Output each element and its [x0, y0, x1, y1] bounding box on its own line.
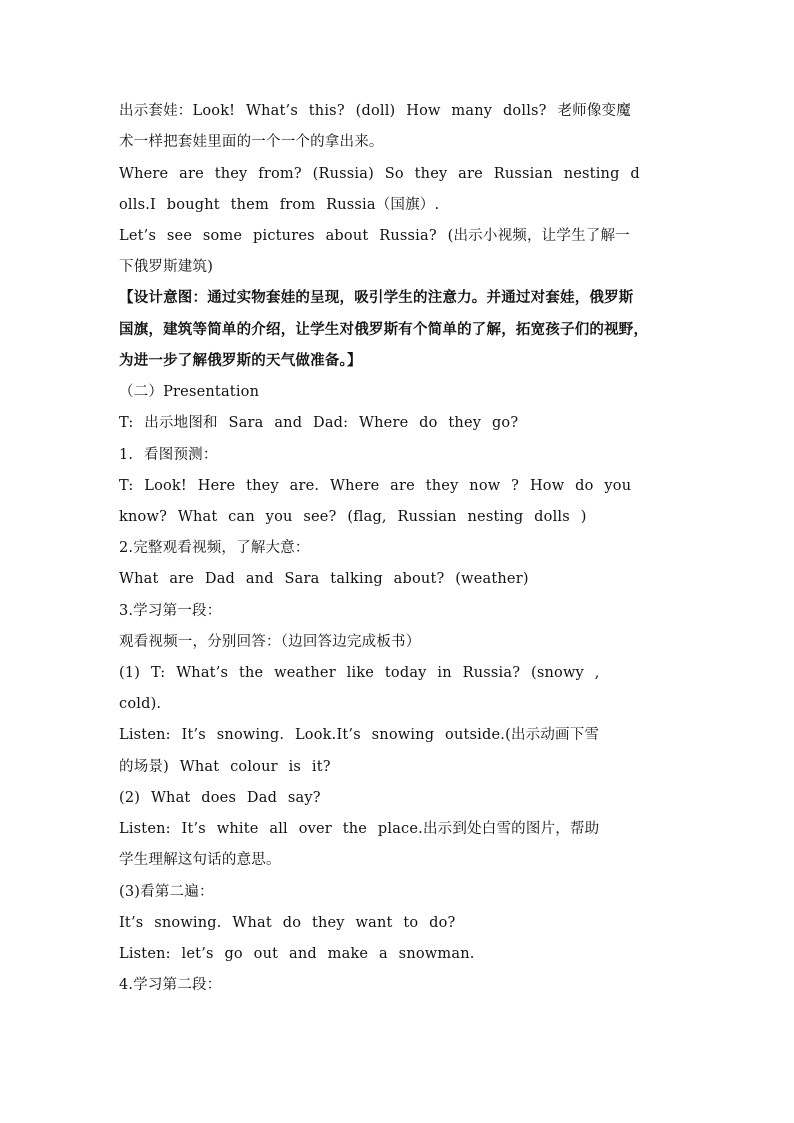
text-line: (3)看第二遍： — [119, 884, 214, 900]
text-line: T: Look! Here they are. Where are they now ? How do you — [119, 478, 632, 494]
design-intent-line: 为进一步了解俄罗斯的天气做准备。】 — [119, 352, 362, 369]
text-line: (2) What does Dad say? — [119, 790, 321, 806]
text-line: 的场景) What colour is it? — [119, 759, 331, 775]
text-line: 学生理解这句话的意思。 — [119, 852, 281, 868]
section-heading: （二）Presentation — [119, 384, 260, 400]
text-line: 2.完整观看视频，了解大意： — [119, 540, 310, 556]
text-line: know? What can you see? (flag, Russian nesting dolls ) — [119, 509, 587, 525]
text-line: olls.I bought them from Russia（国旗）. — [119, 197, 440, 213]
text-line: T: 出示地图和 Sara and Dad: Where do they go? — [119, 415, 519, 431]
text-line: Listen: let’s go out and make a snowman. — [119, 946, 475, 962]
text-line: What are Dad and Sara talking about? (weather) — [119, 571, 529, 587]
text-line: Let’s see some pictures about Russia? (出示小视频，让学生了解一 — [119, 228, 630, 244]
text-line: 3.学习第一段： — [119, 603, 222, 619]
text-line: Where are they from? (Russia) So they are Russian nesting d — [119, 166, 640, 182]
text-line: It’s snowing. What do they want to do? — [119, 915, 456, 931]
text-line: 下俄罗斯建筑) — [119, 259, 214, 275]
design-intent-line: 【设计意图：通过实物套娃的呈现，吸引学生的注意力。并通过对套娃，俄罗斯 — [119, 289, 634, 306]
text-line: Listen: It’s white all over the place.出示到处白雪的图片，帮助 — [119, 821, 600, 837]
text-line: 观看视频一，分别回答：（边回答边完成板书） — [119, 634, 421, 650]
text-line: 术一样把套娃里面的一个一个的拿出来。 — [119, 134, 384, 150]
text-line: 4.学习第二段： — [119, 977, 222, 993]
text-line: (1) T: What’s the weather like today in Russia? (snowy , — [119, 665, 600, 681]
text-line: 出示套娃：Look! What’s this? (doll) How many dolls? 老师像变魔 — [119, 103, 631, 119]
text-line: Listen: It’s snowing. Look.It’s snowing outside.(出示动画下雪 — [119, 727, 600, 743]
text-line: cold). — [119, 696, 162, 712]
text-line: 1. 看图预测： — [119, 447, 218, 463]
design-intent-line: 国旗，建筑等简单的介绍，让学生对俄罗斯有个简单的了解，拓宽孩子们的视野， — [119, 321, 649, 338]
